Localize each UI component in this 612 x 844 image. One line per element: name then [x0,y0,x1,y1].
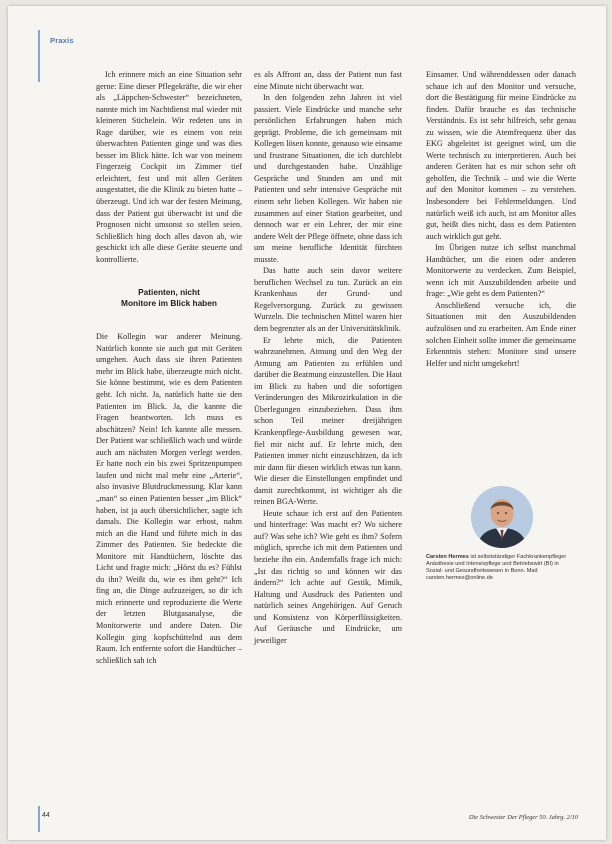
page-number: 44 [42,812,50,819]
paragraph: Die Kollegin war anderer Meinung. Natürlich konnte sie auch gut mit Geräten umgehen. Auch dass sie ihren Patienten mehr im Blick habe, überzeugte mich nicht. Sie könne bestimmt, wie es dem Patienten geht. Ich nicht. Ja, natürlich hatte sie den Patienten im Blick. Ja, die kannte die Fragen beantworten. Ich muss es abschätzen? Nein! Ich kannte alle messen. Der Patient war schließlich wach und würde auch am nächsten Morgen verlegt werden. Er hatte noch ein bis zwei Spritzenpumpen laufen und nicht mal mehr eine „Arterie“, also invasive Blutdruckmessung. Klar kann „man“ so einen Patienten besser „im Blick“ haben, ist ja auch übersichtlicher, sagte ich damals. Die Kollegin war erbost, nahm mich an die Hand und führte mich in das Zimmer des Patienten. Sie bedeckte die Monitore mit Handtüchern, löschte das Licht und fragte mich: „Hörst du es? Fühlst du ihn? Weißt du, wie es ihm geht?“ Ich fing an, die Dinge aufzuzeigen, so dir ich mich erinnerte und reproduzierte die Werte der letzten Blutgasanalyse, die Monitorwerte und andere Daten. Die Kollegin ging kopfschüttelnd aus dem Raum. Ich entfernte sofort die Handtücher – schließlich sah ich [96,332,242,665]
text-column-2 [254,69,402,646]
subheading-line-1: Patienten, nicht [138,287,200,298]
paragraph: es als Affront an, dass der Patient nun fast eine Minute nicht überwacht war. [254,70,402,91]
paragraph: Das hatte auch sein davor weitere beruflichen Wechsel zu tun. Zurück an ein Krankenhaus der Grund- und Regelversorgung. Zurück zu gewissen Wurzeln. Die technischen Mittel waren hier dem begrenzter als an der Universitätsklinik. [254,266,402,334]
paragraph: Ich erinnere mich an eine Situation sehr gerne: Eine dieser Pflegekräfte, die wir eher als „Läppchen-Schwester“ bezeichneten, nannte mich im Nachtdienst mal wieder mit kleineren Stichelein. Wir redeten uns in Rage darüber, wie es einem von rein überwachten Patienten ginge und was dies besser im Blick hätte. Ich war von meinem Fingerzeig Cockpit im Zimmer tief erleichtert, fest und mit allen Geräten ausgestattet, die die Klinik zu bieten hatte – überzeugt. Und ich war der festen Meinung, dass der Patient gut überwacht ist und die Prognosen nicht umsonst so stellen seien. Schließlich hing doch alles davon ab, wie geschickt ich alle diese Geräte steuerte und kontrollierte. [96,70,242,264]
text-column-3 [426,69,576,369]
author-name: Carsten Hermes [426,554,469,560]
author-portrait-image [471,486,533,548]
subheading-line-2: Monitore im Blick haben [121,298,217,309]
section-label: Praxis [50,36,74,45]
author-portrait [471,486,533,548]
paragraph: Heute schaue ich erst auf den Patienten und hinterfrage: Was macht er? Wo sichere auf? Was sehe ich? Wie geht es ihm? Sofern möglich, spreche ich mit dem Patienten und beziehe ihn ein. Andernfalls frage ich mich: „Ist das richtig so und können wir das ändern?“ Ich achte auf Gestik, Mimik, Haltung und Ausdruck des Patienten und natürlich seines Angehörigen. Auf Geruch und Konsistenz von Körperflüssigkeiten. Auf Geräusche und Eindrücke, um jeweiliger [254,508,402,645]
subheading [96,287,242,309]
paragraph: Er lehrte mich, die Patienten wahrzunehmen. Atmung und den Weg der Atmung am Patienten zu erfühlen und darüber die Beatmung einzustellen. Die Haut im Blick zu haben und die sofortigen Veränderungen des Mikrozirkulation in die Überlegungen einzubeziehen. Dass ihm schon Teil meiner dreijährigen Krankenpflege-Ausbildung gewesen war, fiel mir nicht auf. Er lehrte mich, den Patienten immer nicht einzuschätzen, da ich mir dann für diesen wirklich etwas tun kann. Wie dieser die Einstellungen empfindet und damit zurechtkommt, ist wichtiger als die reinen BGA-Werte. [254,335,402,507]
paragraph: Anschließend versuche ich, die Situationen mit den Auszubildenden aufzulösen und zu erarbeiten. Am Ende einer solchen Einheit sollte immer die gemeinsame Erkenntnis stehen: Monitore sind unsere Helfer und nicht umgekehrt! [426,300,576,368]
author-bio: ist selbstständiger Fachkrankenpfleger Anästhesie und Intensivpflege und Betriebswirt (BI) in Sozial- und Gesundheitswesen in Bonn. Mail: carsten.hermes@online.de [426,554,567,581]
bottom-margin-rule [38,806,40,832]
paragraph: Im Übrigen nutze ich selbst manchmal Handtücher, um die einen oder anderen Monitorwerte zu verdecken. Zum Beispiel, wenn ich mit Auszubildenden arbeite und frage: „Wie geht es dem Patienten?“ [426,243,576,299]
journal-footer: Die Schwester Der Pfleger 50. Jahrg. 2/10 [468,814,578,821]
top-margin-rule [38,30,40,82]
magazine-page [8,6,606,840]
author-caption [426,554,576,582]
paragraph: Einsamer. Und währenddessen oder danach schaue ich auf den Monitor und versuche, dort die Bestätigung für meine Eindrücke zu finden. Dafür brauche es das technische Verständnis. Es ist sehr hilfreich, sehr genau zu wissen, wie die Atemfrequenz über das EKG abgeleitet ist geeignet wird, um die Werte technisch zu interpretieren. Auch bei anderen Geräten hat es mir schon sehr oft geholfen, die Technik – und wie die Werte auf den Monitor kommen – zu verstehen. Insbesondere bei Fehlermeldungen. Und natürlich weiß ich auch, ist am Monitor alles gut, heißt dies nicht, dass es dem Patienten auch wirklich gut geht. [426,70,576,241]
text-column-1 [96,69,242,666]
paragraph: In den folgenden zehn Jahren ist viel passiert. Viele Eindrücke und manche sehr persönlichen Erfahrungen haben mich geprägt. Probleme, die ich gemeinsam mit Kollegen lösen konnte, genauso wie einsame und frustrane Situationen, die ich durchlebt und durchgestanden habe. Unzählige Gespräche und Stunden am und mit Patienten und sehr intensive Gespräche mit einem sehr lieben Kollegen. Wir haben nie zusammen auf einer Station gearbeitet, und dennoch war er ein Lehrer, der mir eine andere Welt der Pflege öffnete, ohne dass ich um meine berufliche Identität fürchten musste. [254,93,402,264]
